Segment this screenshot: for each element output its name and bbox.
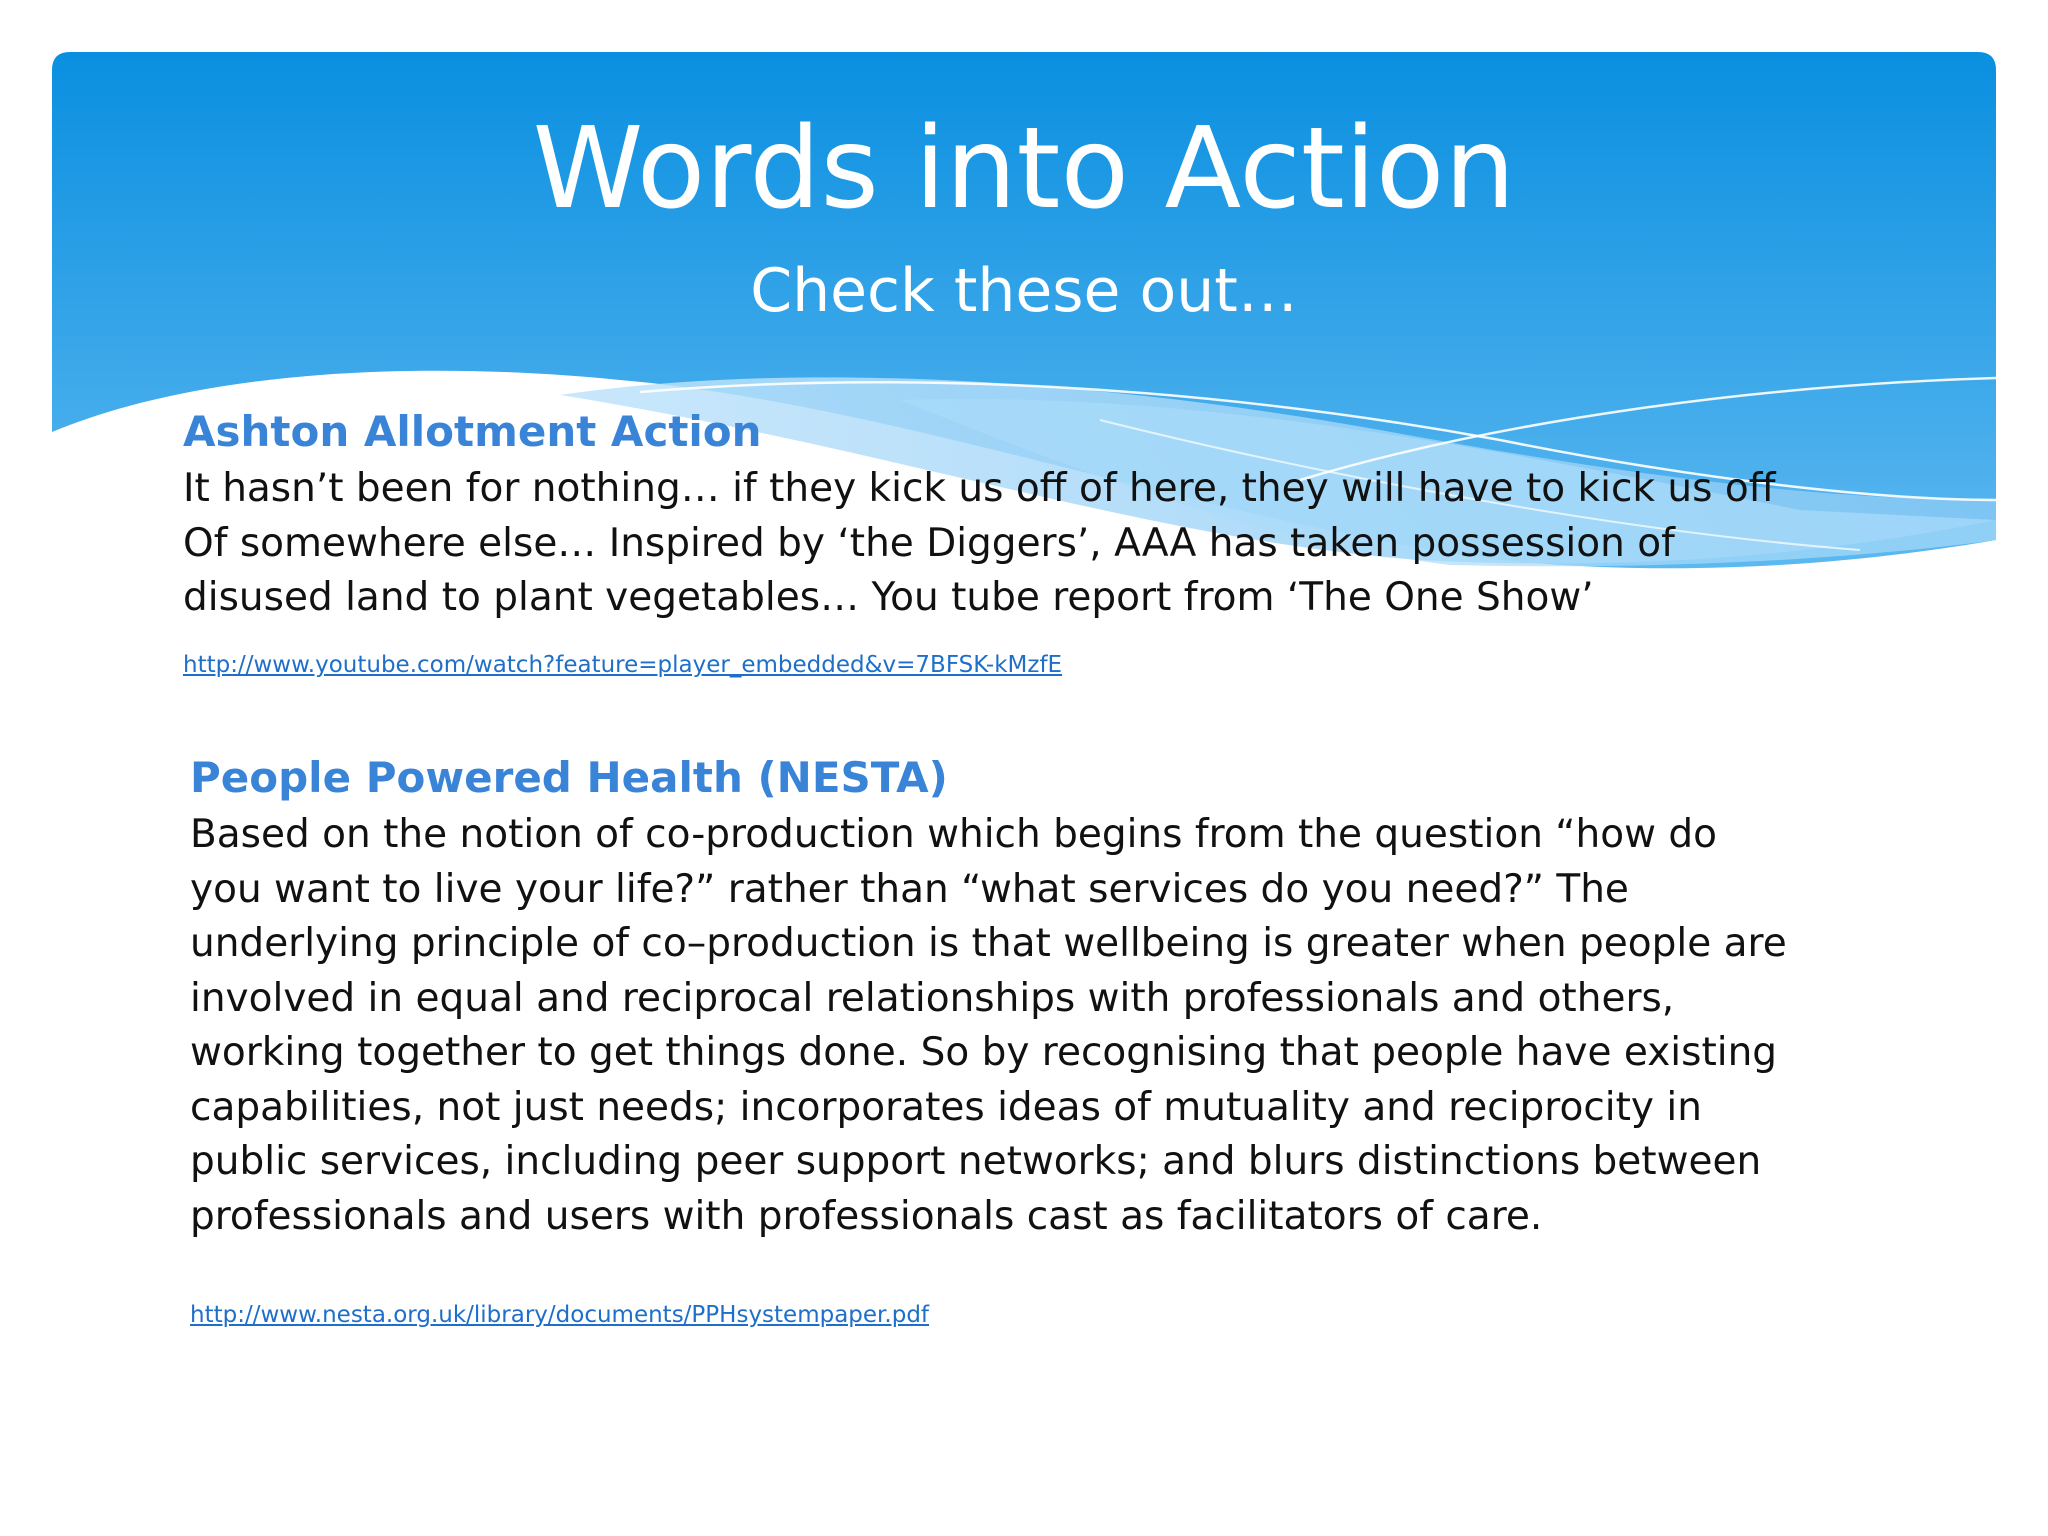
section-body-line: Based on the notion of co-production which begins from the question “how do xyxy=(190,812,1717,857)
slide-title: Words into Action xyxy=(532,104,1516,234)
section-ashton-allotment xyxy=(183,402,1883,626)
section-body-line: underlying principle of co–production is that wellbeing is greater when people are xyxy=(190,921,1787,966)
section-body-line: working together to get things done. So by recognising that people have existing xyxy=(190,1030,1778,1075)
section-heading: Ashton Allotment Action xyxy=(183,407,762,456)
nesta-link[interactable]: http://www.nesta.org.uk/library/documents/PPHsystempaper.pdf xyxy=(190,1302,930,1328)
section-body-line: public services, including peer support networks; and blurs distinctions between xyxy=(190,1139,1762,1184)
section-body-line: you want to live your life?” rather than “what services do you need?” The xyxy=(190,866,1629,912)
slide-subtitle: Check these out… xyxy=(750,256,1298,326)
section-body-line: It hasn’t been for nothing… if they kick us off of here, they will have to kick us off xyxy=(183,466,1776,511)
youtube-link[interactable]: http://www.youtube.com/watch?feature=player_embedded&v=7BFSK-kMzfE xyxy=(183,652,1063,678)
section-body-line: capabilities, not just needs; incorporates ideas of mutuality and reciprocity in xyxy=(190,1084,1702,1130)
section-heading: People Powered Health (NESTA) xyxy=(190,753,948,802)
section-body-line: Of somewhere else… Inspired by ‘the Diggers’, AAA has taken possession of xyxy=(183,520,1675,566)
section-body-line: professionals and users with professionals cast as facilitators of care. xyxy=(190,1193,1543,1239)
section-body-line: involved in equal and reciprocal relationships with professionals and others, xyxy=(190,975,1675,1021)
section-people-powered-health xyxy=(190,748,1890,1244)
section-body-line: disused land to plant vegetables… You tube report from ‘The One Show’ xyxy=(183,575,1594,620)
